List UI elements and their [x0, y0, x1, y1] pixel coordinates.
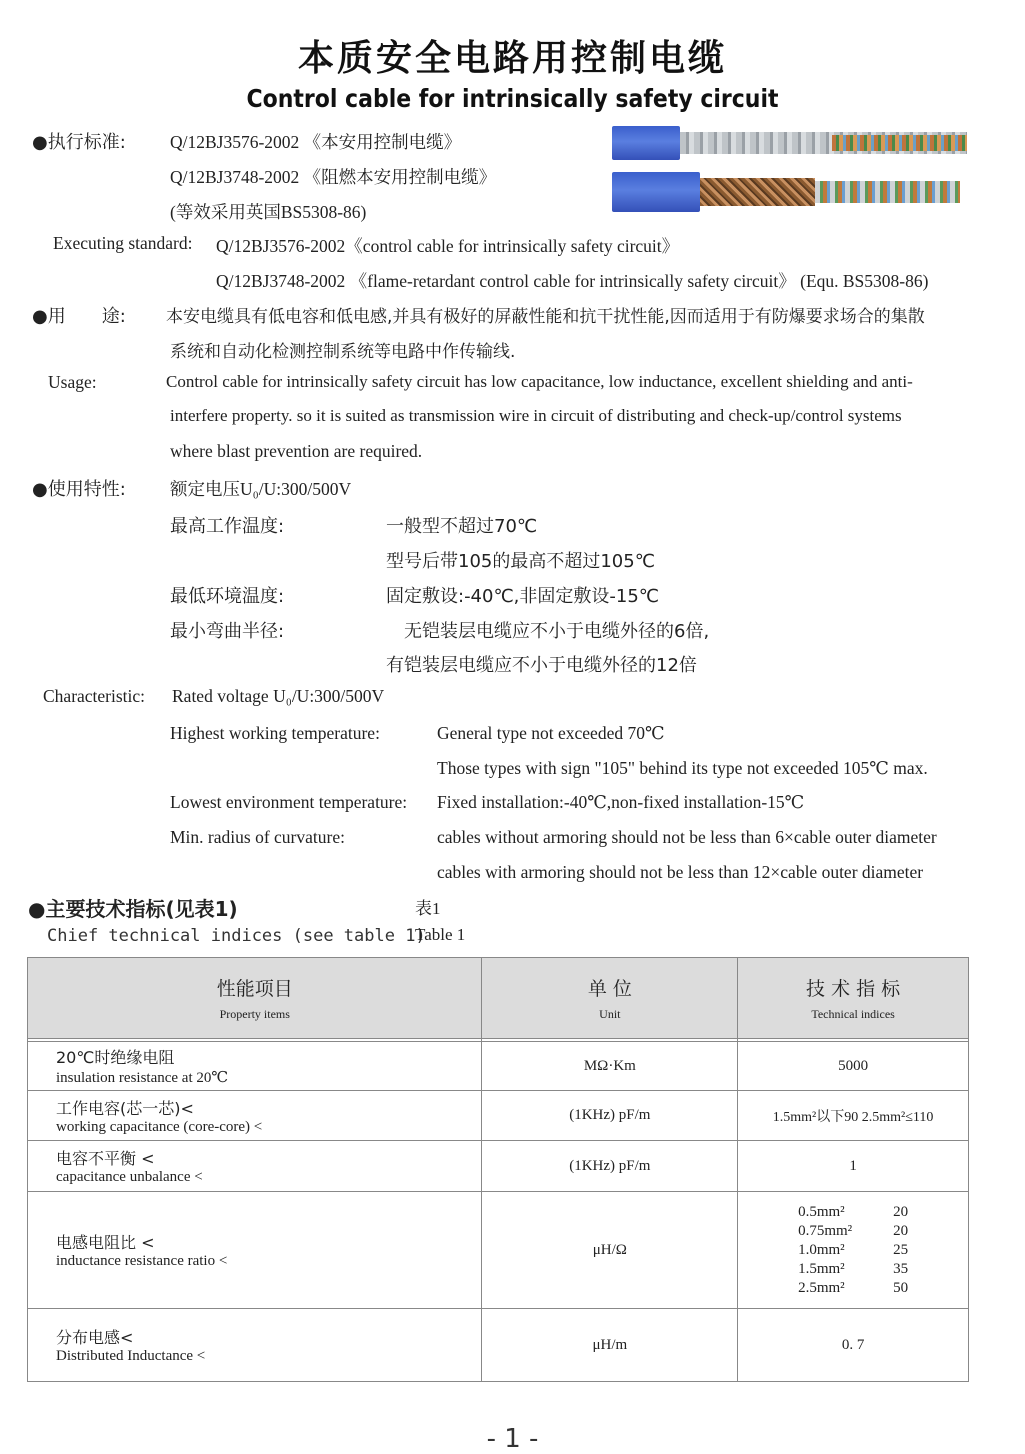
header-indices-en: Technical indices	[811, 1007, 895, 1021]
min-temp-value-cn: 固定敷设:-40℃,非固定敷设-15℃	[386, 586, 660, 607]
usage-line-cn-2: 系统和自动化检测控制系统等电路中作传输线.	[170, 342, 516, 362]
table-row	[28, 1042, 969, 1091]
prop-en: insulation resistance at 20℃	[56, 1070, 229, 1086]
prop-cn: 20℃时绝缘电阻	[56, 1048, 175, 1067]
size-value: 50	[893, 1279, 909, 1296]
unit-cell: (1KHz) pF/m	[482, 1141, 738, 1192]
unit-cell: (1KHz) pF/m	[482, 1091, 738, 1141]
standard-label-en: Executing standard:	[53, 233, 193, 253]
value-cell	[738, 1192, 969, 1309]
bend-radius-label-en: Min. radius of curvature:	[170, 827, 345, 847]
tech-heading-cn: ●主要技术指标(见表1)	[28, 897, 238, 921]
value-cell: 0. 7	[738, 1309, 969, 1382]
cable-image-2	[612, 172, 960, 212]
size-label: 0.75mm²	[798, 1222, 853, 1239]
rated-voltage-en: Rated voltage U₀/U:300/500V	[172, 686, 385, 706]
value-cell: 1	[738, 1141, 969, 1192]
usage-line-en-2: interfere property. so it is suited as transmission wire in circuit of distributing and check-up/control systems	[170, 406, 902, 425]
usage-label-cn: ●用 途:	[32, 306, 126, 327]
unit-cell: μH/Ω	[482, 1192, 738, 1309]
size-value: 20	[893, 1222, 909, 1239]
table-header-row	[28, 958, 969, 1039]
table-row	[28, 1309, 969, 1382]
size-value: 20	[893, 1203, 909, 1220]
table-label-cn: 表1	[415, 899, 441, 918]
prop-cn: 工作电容(芯一芯)<	[56, 1098, 194, 1118]
value-cell: 1.5mm²以下90 2.5mm²≤110	[738, 1091, 969, 1141]
max-temp-value-cn-2: 型号后带105的最高不超过105℃	[386, 551, 655, 572]
size-label: 1.5mm²	[798, 1260, 845, 1277]
cable-image-1	[612, 126, 967, 160]
prop-cn: 电容不平衡 <	[56, 1149, 155, 1168]
tech-heading-en: Chief technical indices (see table 1)	[47, 926, 426, 946]
prop-cn: 分布电感<	[56, 1328, 134, 1347]
standard-line-en-1: Q/12BJ3576-2002《control cable for intrinsically safety circuit》	[216, 236, 680, 256]
header-property	[28, 958, 482, 1039]
min-temp-value-en: Fixed installation:-40℃,non-fixed installation-15℃	[437, 792, 805, 812]
bend-radius-label-cn: 最小弯曲半径:	[170, 621, 285, 642]
table-row	[28, 1141, 969, 1192]
prop-en: working capacitance (core-core) <	[56, 1118, 263, 1135]
bend-radius-value-cn-1: 无铠装层电缆应不小于电缆外径的6倍,	[404, 621, 710, 642]
standard-line-cn-1: Q/12BJ3576-2002 《本安用控制电缆》	[170, 132, 462, 152]
header-property-en: Property items	[219, 1007, 290, 1021]
max-temp-value-cn-1: 一般型不超过70℃	[386, 516, 538, 537]
max-temp-label-cn: 最高工作温度:	[170, 516, 285, 537]
characteristic-label-en: Characteristic:	[43, 686, 146, 706]
size-label: 2.5mm²	[798, 1279, 845, 1296]
size-label: 0.5mm²	[798, 1203, 845, 1220]
table-row	[28, 1192, 969, 1309]
prop-en: capacitance unbalance <	[56, 1169, 203, 1185]
spec-table	[27, 957, 969, 1382]
characteristic-label-cn: ●使用特性:	[32, 479, 126, 500]
header-indices	[738, 958, 969, 1039]
bend-radius-value-cn-2: 有铠装层电缆应不小于电缆外径的12倍	[386, 655, 697, 676]
size-value: 25	[893, 1241, 909, 1258]
size-label: 1.0mm²	[798, 1241, 845, 1258]
table-row	[28, 1091, 969, 1141]
usage-line-en-1: Control cable for intrinsically safety circuit has low capacitance, low inductance, excellent shielding and anti-	[166, 372, 913, 391]
value-cell: 5000	[738, 1042, 969, 1091]
bend-radius-value-en-1: cables without armoring should not be less than 6×cable outer diameter	[437, 827, 937, 847]
usage-line-cn-1: 本安电缆具有低电容和低电感,并具有极好的屏蔽性能和抗干扰性能,因而适用于有防爆要求场合的集散	[166, 307, 925, 327]
rated-voltage-cn: 额定电压U₀/U:300/500V	[170, 479, 352, 499]
min-temp-label-en: Lowest environment temperature:	[170, 792, 408, 812]
max-temp-label-en: Highest working temperature:	[170, 723, 380, 743]
header-unit-cn: 单 位	[587, 978, 632, 1000]
prop-en: Distributed Inductance <	[56, 1348, 206, 1364]
usage-label-en: Usage:	[48, 372, 97, 392]
page-title-cn: 本质安全电路用控制电缆	[297, 38, 727, 79]
unit-cell: MΩ·Km	[482, 1042, 738, 1091]
header-unit	[482, 958, 738, 1039]
bend-radius-value-en-2: cables with armoring should not be less than 12×cable outer diameter	[437, 862, 924, 882]
inductance-ratio-list	[798, 1203, 908, 1298]
standard-line-cn-3: (等效采用英国BS5308-86)	[170, 202, 367, 222]
standard-line-cn-2: Q/12BJ3748-2002 《阻燃本安用控制电缆》	[170, 167, 497, 187]
max-temp-value-en-1: General type not exceeded 70℃	[437, 723, 665, 743]
max-temp-value-en-2: Those types with sign "105" behind its type not exceeded 105℃ max.	[437, 758, 928, 778]
page-number: - 1 -	[486, 1424, 539, 1454]
header-unit-en: Unit	[599, 1007, 621, 1021]
table-label-en: Table 1	[415, 925, 466, 944]
prop-cn: 电感电阻比 <	[56, 1233, 155, 1252]
size-value: 35	[893, 1260, 909, 1277]
header-indices-cn: 技 术 指 标	[806, 978, 901, 1000]
usage-line-en-3: where blast prevention are required.	[170, 441, 423, 461]
page-title-en: Control cable for intrinsically safety circuit	[246, 84, 779, 113]
min-temp-label-cn: 最低环境温度:	[170, 586, 285, 607]
standard-label-cn: ●执行标准:	[32, 132, 126, 153]
prop-en: inductance resistance ratio <	[56, 1253, 228, 1269]
standard-line-en-2: Q/12BJ3748-2002 《flame-retardant control cable for intrinsically safety circuit》 (Equ. BS5308-86)	[216, 271, 929, 291]
unit-cell: μH/m	[482, 1309, 738, 1382]
header-property-cn: 性能项目	[216, 978, 293, 1000]
